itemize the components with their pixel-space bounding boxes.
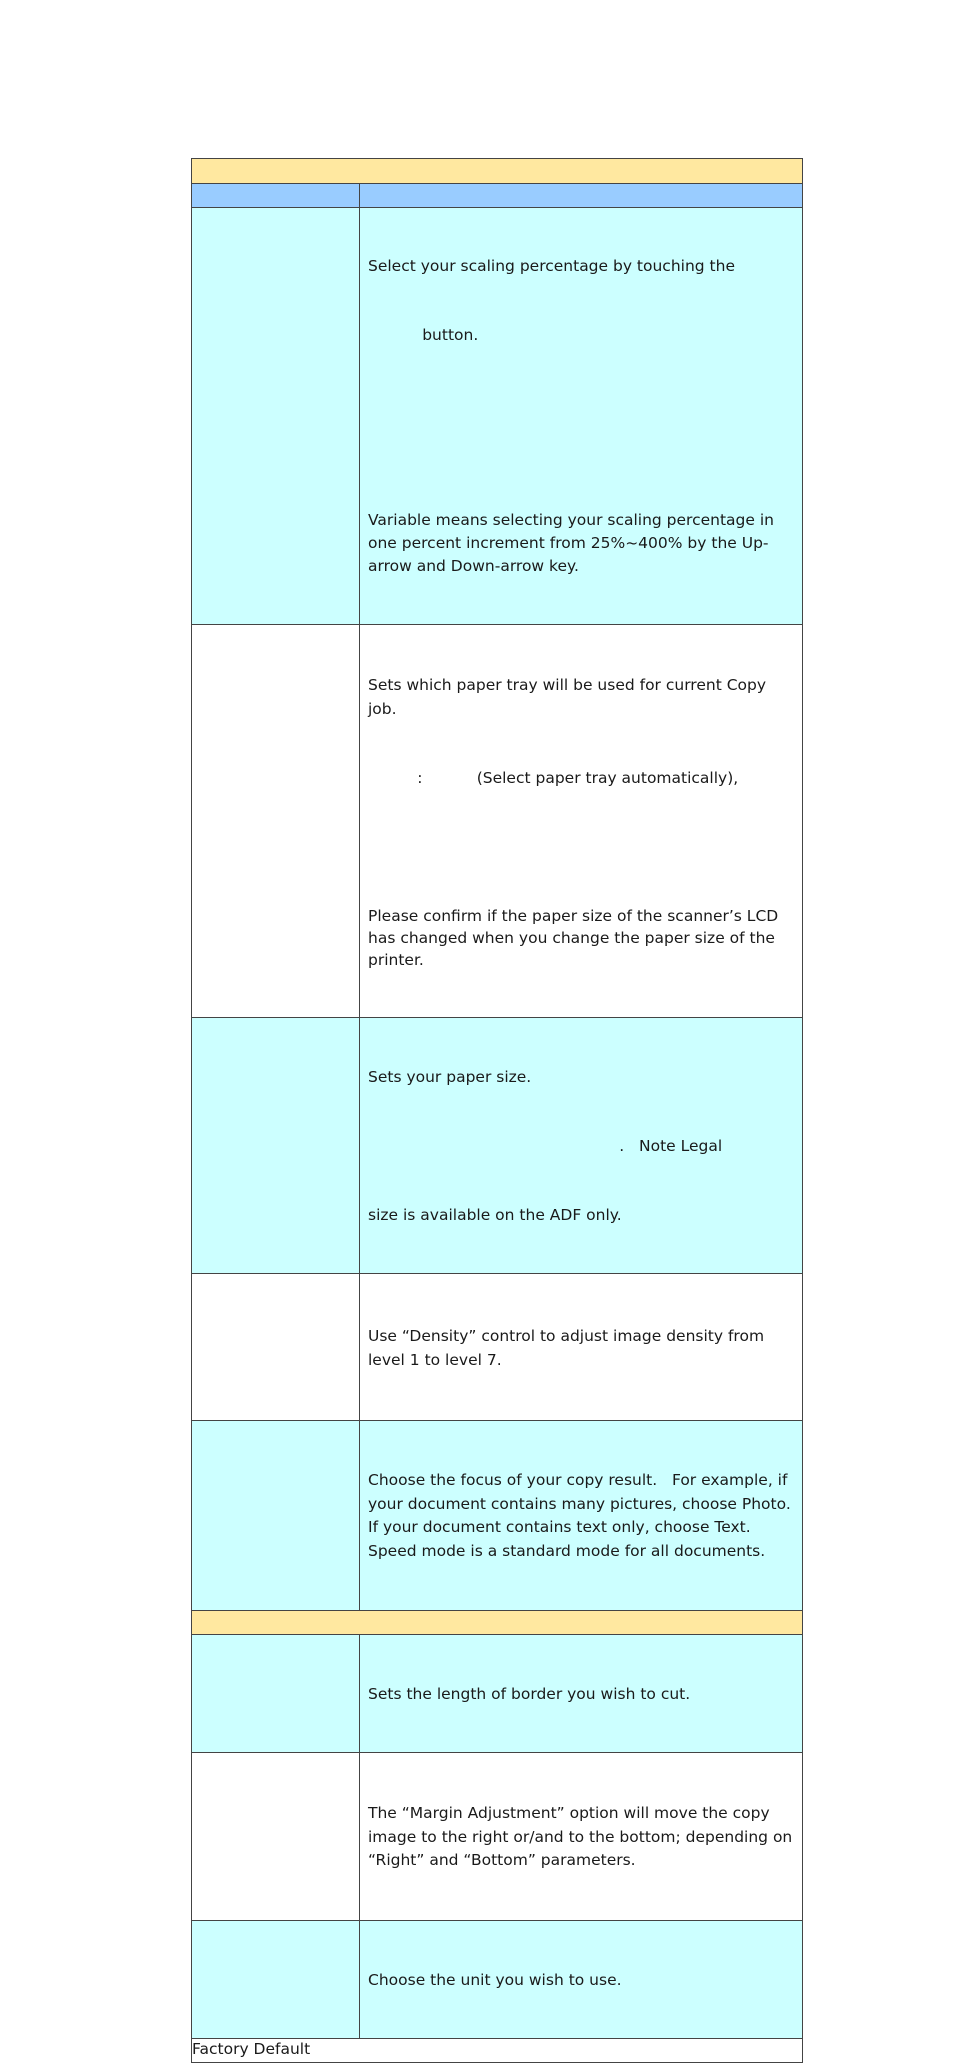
paper-size-description-line: Sets your paper size. [368,1068,532,1086]
paper-size-description-line: size is available on the ADF only. [368,1206,622,1224]
item-name-cell [192,1753,360,1921]
quality-description-line: Choose the focus of your copy result. For example, if your document contains many pictures, choose Photo. If your document contains text only, choose Text. Speed mode is a standard mode for all documents. [368,1471,796,1560]
table-row-scaling [192,208,803,625]
table-row-density [192,1274,803,1421]
item-description-cell [360,1274,803,1421]
scaling-description-line: button. [368,326,479,344]
section-header-row [192,1611,803,1635]
table-footer-row [192,2038,803,2062]
item-name-cell [192,1018,360,1274]
paper-tray-description-line: Sets which paper tray will be used for current Copy job. [368,676,771,718]
item-description-cell [360,1753,803,1921]
item-description-cell [360,625,803,1018]
table-row-border-cut [192,1635,803,1753]
border-cut-description-line: Sets the length of border you wish to cut. [368,1685,691,1703]
item-name-cell [192,1920,360,2038]
paper-tray-description-line: Please confirm if the paper size of the scanner’s LCD has changed when you change the paper size of the printer. [368,907,784,969]
section-header-row [192,159,803,184]
item-description-cell [360,1421,803,1611]
column-header-row [192,184,803,208]
factory-default-note: Factory Default [192,2038,803,2062]
settings-table [191,158,803,2063]
column-header-item [192,184,360,208]
item-description-cell [360,1635,803,1753]
density-description-line: Use “Density” control to adjust image density from level 1 to level 7. [368,1327,769,1369]
table-row-margin-adjustment [192,1753,803,1921]
unit-description-line: Choose the unit you wish to use. [368,1970,622,1989]
item-description-cell [360,1018,803,1274]
paper-tray-description-line: : (Select paper tray automatically), [368,769,739,787]
table-row-paper-size [192,1018,803,1274]
item-name-cell [192,208,360,625]
item-name-cell [192,1635,360,1753]
column-header-description [360,184,803,208]
item-name-cell [192,625,360,1018]
paper-size-description-line: . Note Legal [368,1137,723,1155]
section-header-cell [192,1611,803,1635]
margin-adjustment-description-line: The “Margin Adjustment” option will move the copy image to the right or/and to the bottom; depending on “Right” and “Bottom” parameters. [368,1804,798,1869]
item-name-cell [192,1274,360,1421]
table-row-paper-tray [192,625,803,1018]
table-row-quality [192,1421,803,1611]
item-description-cell [360,1920,803,2038]
section-header-cell [192,159,803,184]
scaling-description-line: Variable means selecting your scaling percentage in one percent increment from 25%~400% by the Up-arrow and Down-arrow key. [368,511,779,575]
table-row-unit [192,1920,803,2038]
item-name-cell [192,1421,360,1611]
item-description-cell [360,208,803,625]
scaling-description-line: Select your scaling percentage by touching the [368,257,735,275]
